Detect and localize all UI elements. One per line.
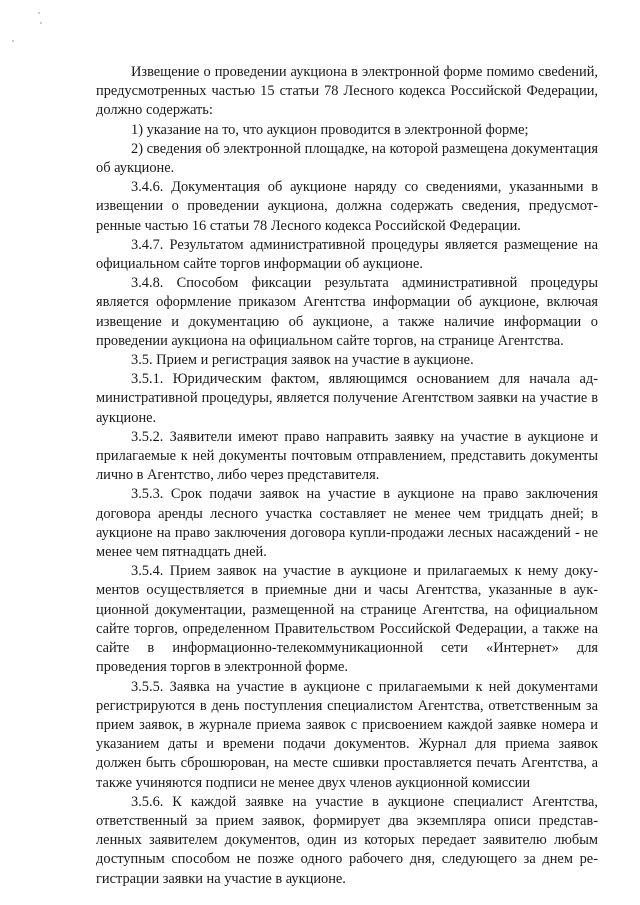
- scan-speck: [40, 22, 42, 24]
- paragraph-item-2: 2) сведения об электронной площадке, на которой размещена документация об аукционе.: [96, 140, 598, 177]
- paragraph-3-5: 3.5. Прием и регистрация заявок на участие в аукционе.: [131, 352, 474, 369]
- scan-speck: [38, 12, 40, 14]
- paragraph-3-5-1: 3.5.1. Юридическим фактом, являющимся основанием для начала административной процедуры, является получение Агентством заявки на участие в аукционе.: [96, 371, 598, 426]
- paragraph-3-5-3: 3.5.3. Срок подачи заявок на участие в аукционе на право заключения договора аренды лесного участка составляет не менее чем тридцать дней; в аукционе на право заключения договора купли-продажи лесных насаждений - не менее чем пятнадцать дней.: [96, 486, 598, 561]
- paragraph-3-4-7: 3.4.7. Результатом административной процедуры является размещение на официальном сайте торгов информации об аукционе.: [96, 236, 598, 273]
- paragraph-3-5-6: 3.5.6. К каждой заявке на участие в аукционе специалист Агентства, ответственный за прием заявок, формирует два экземпляра описи представленных заявителем документов, один из которых передает заявителю любым доступным способом не позже одного рабочего дня, следующего за днем регистрации заявки на участие в аукционе.: [96, 793, 598, 887]
- paragraph-intro: Извещение о проведении аукциона в электронной форме помимо свеdений, предусмотренных частью 15 статьи 78 Лесного кодекса Российской Федерации, должно содержать:: [96, 64, 598, 119]
- paragraph-3-4-6: 3.4.6. Документация об аукционе наряду со сведениями, указанными в извещении о проведении аукциона, должна содержать сведения, предусмотренные частью 16 статьи 78 Лесного кодекса Российской Федерации.: [96, 179, 598, 234]
- paragraph-3-5-2: 3.5.2. Заявители имеют право направить заявку на участие в аукционе и прилагаемые к ней документы почтовым отправлением, представить документы лично в Агентство, либо через представителя.: [96, 428, 598, 484]
- paragraph-3-4-8: 3.4.8. Способом фиксации результата административной процедуры является оформление приказом Агентства информации об аукционе, включая извещение и документацию об аукционе, а также наличие информации о проведении аукциона на официальном сайте торгов, на странице Агентства.: [96, 275, 598, 349]
- document-body: [96, 63, 598, 889]
- paragraph-3-5-5: 3.5.5. Заявка на участие в аукционе с прилагаемыми к ней документами регистрируются в день поступления специалистом Агентства, ответственным за прием заявок, в журнале приема заявок с присвоением каждой заявке номера и указанием даты и времени подачи документов. Журнал для приема заявок должен быть сброшюрован, на месте сшивки проставляется печать Агентства, а также учиняются подписи не менее двух членов аукционной комиссии: [96, 678, 598, 791]
- paragraph-item-1: 1) указание на то, что аукцион проводится в электронной форме;: [131, 121, 529, 138]
- paragraph-3-5-4: 3.5.4. Прием заявок на участие в аукционе и прилагаемых к нему документов осуществляется в приемные дни и часы Агентства, указанные в аукционной документации, размещенной на странице Агентства, на официальном сайте торгов, определенном Правительством Российской Федерации, а также на сайте в информационно-телекоммуникационной сети «Интернет» для проведения торгов в электронной форме.: [96, 563, 598, 676]
- scan-speck: [12, 40, 14, 42]
